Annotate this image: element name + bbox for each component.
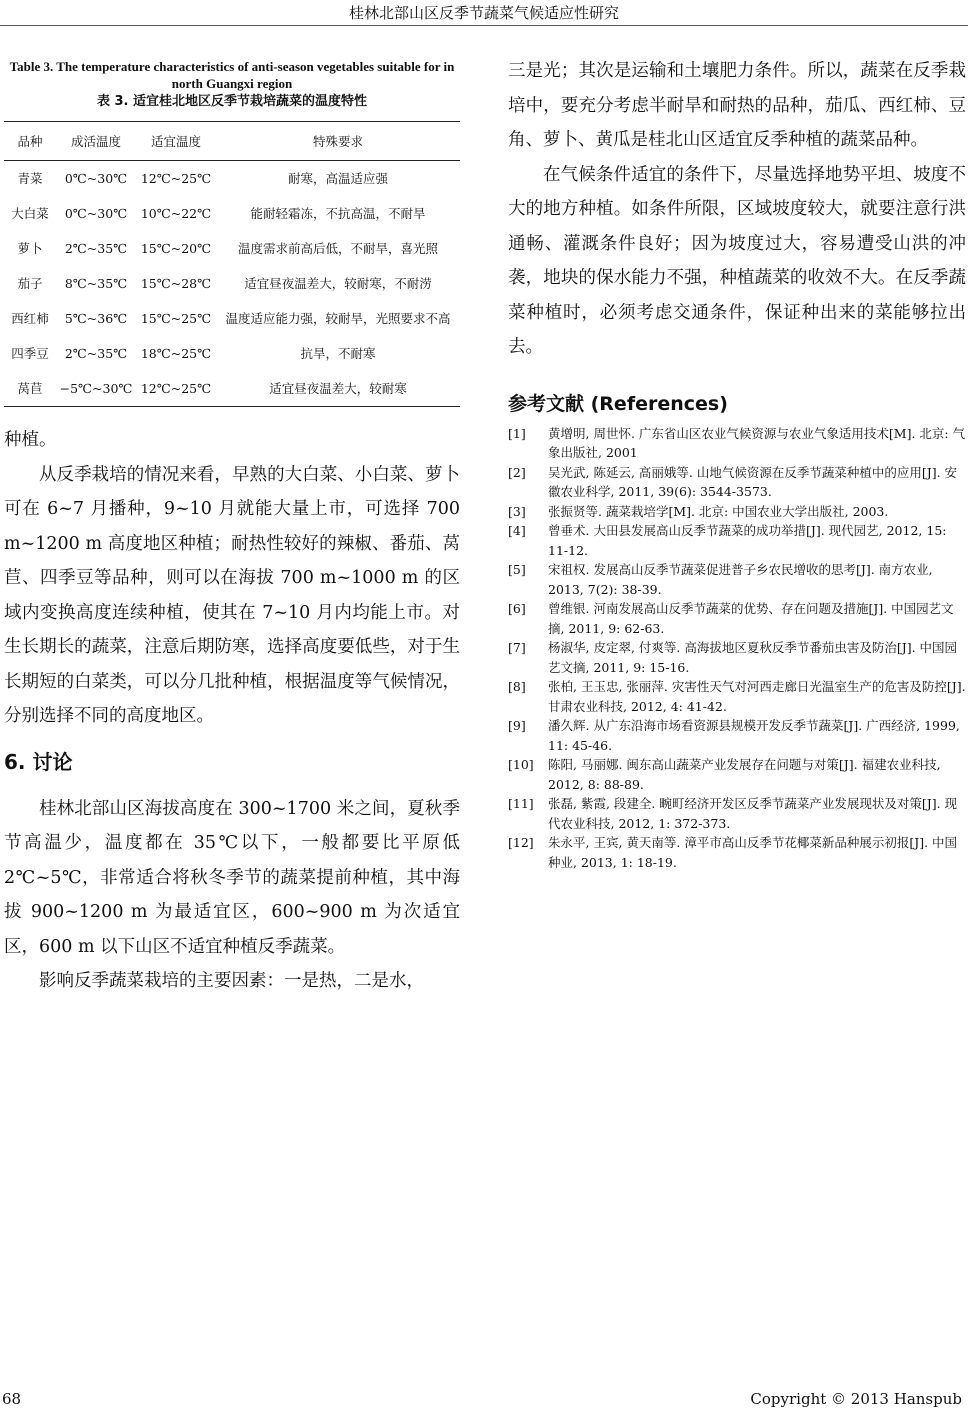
copyright-notice: Copyright © 2013 Hanspub: [750, 1390, 962, 1408]
table-cell: 15℃~28℃: [140, 275, 212, 291]
table-cell: 莴苣: [17, 380, 43, 396]
table-cell: 青菜: [17, 170, 43, 186]
reference-item: [508, 638, 966, 677]
table-cell: 耐寒，高温适应强: [287, 170, 388, 186]
table-caption-zh: 表 3. 适宜桂北地区反季节栽培蔬菜的温度特性: [96, 94, 368, 109]
table-row: [4, 336, 460, 371]
table-caption-en: Table 3. The temperature characteristics of anti-season vegetables suitable for in north Guangxi region: [9, 59, 455, 91]
table-cell: 萝卜: [17, 240, 43, 256]
reference-text: 宋祖权. 发展高山反季节蔬菜促进普子乡农民增收的思考[J]. 南方农业, 2013, 7(2): 38-39.: [548, 562, 933, 597]
reference-number: [1]: [508, 425, 526, 441]
table-row: [4, 301, 460, 336]
reference-number: [10]: [508, 757, 534, 772]
right-body-text: [508, 54, 966, 365]
reference-text: 陈阳, 马丽娜. 闽东高山蔬菜产业发展存在问题与对策[J]. 福建农业科技, 2012, 8: 88-89.: [548, 757, 941, 792]
reference-number: [6]: [508, 601, 526, 616]
table-row: [4, 196, 460, 231]
reference-text: 黄增明, 周世怀. 广东省山区农业气候资源与农业气象适用技术[M]. 北京: 气象出版社, 2001: [548, 425, 966, 460]
running-head: 桂林北部山区反季节蔬菜气候适应性研究: [348, 4, 619, 22]
left-column: [4, 58, 460, 999]
reference-number: [5]: [508, 562, 526, 577]
table-cell: 0℃~30℃: [64, 170, 128, 186]
reference-item: [508, 521, 966, 560]
table-header-row: [4, 122, 460, 161]
reference-text: 潘久辉. 从广东沿海市场看资源县规模开发反季节蔬菜[J]. 广西经济, 1999, 11: 45-46.: [548, 718, 960, 753]
table-cell: 适宜昼夜温差大，较耐寒: [269, 380, 407, 396]
reference-text: 杨淑华, 皮定翠, 付爽等. 高海拔地区夏秋反季节番茄虫害及防治[J]. 中国园艺文摘, 2011, 9: 15-16.: [548, 640, 958, 675]
table-cell: 15℃~20℃: [140, 240, 212, 256]
table-cell: 温度需求前高后低，不耐旱，喜光照: [237, 240, 438, 256]
table-cell: 温度适应能力强，较耐旱，光照要求不高: [225, 310, 451, 326]
table-cell: 2℃~35℃: [64, 345, 128, 361]
paragraph: 影响反季蔬菜栽培的主要因素：一是热，二是水，: [39, 971, 424, 991]
reference-item: [508, 716, 966, 755]
section-heading: 6. 讨论: [4, 749, 73, 774]
reference-number: [11]: [508, 796, 534, 811]
reference-item: [508, 794, 966, 833]
table-header-cell: 品种: [17, 134, 43, 149]
table-cell: 5℃~36℃: [64, 310, 128, 326]
table-header-cell: 成活温度: [70, 134, 121, 149]
table-cell: 12℃~25℃: [140, 170, 212, 186]
left-body-text: [4, 423, 460, 999]
reference-text: 曾维银. 河南发展高山反季节蔬菜的优势、存在问题及措施[J]. 中国园艺文摘, 2011, 9: 62-63.: [548, 601, 954, 636]
references-heading: 参考文献 (References): [508, 392, 728, 415]
paragraph: 种植。: [4, 430, 57, 450]
reference-number: [9]: [508, 718, 526, 733]
reference-text: 张磊, 紫霞, 段建全. 畹町经济开发区反季节蔬菜产业发展现状及对策[J]. 现代农业科技, 2012, 1: 372-373.: [548, 796, 958, 831]
table-cell: 8℃~35℃: [64, 275, 128, 291]
header-rule: [0, 25, 968, 26]
table-cell: 15℃~25℃: [140, 310, 212, 326]
table-cell: 西红柿: [11, 310, 49, 326]
table-cell: 抗旱，不耐寒: [300, 345, 376, 361]
page-number: 68: [2, 1390, 22, 1408]
table-cell: 18℃~25℃: [140, 345, 212, 361]
paragraph: 桂林北部山区海拔高度在 300~1700 米之间，夏秋季节高温少，温度都在 35℃以下，一般都要比平原低 2℃~5℃，非常适合将秋冬季节的蔬菜提前种植，其中海拔 900~1200 m 为最适宜区，600~900 m 为次适宜区，600 m 以下山区不适宜种植反季蔬菜。: [4, 798, 460, 957]
table-row: [4, 371, 460, 407]
paragraph: 从反季栽培的情况来看，早熟的大白菜、小白菜、萝卜可在 6~7 月播种，9~10 月就能大量上市，可选择 700 m~1200 m 高度地区种植；耐热性较好的辣椒、番茄、莴苣、四季豆等品种，则可以在海拔 700 m~1000 m 的区域内变换高度连续种植，使其在 7~10 月内均能上市。对生长期长的蔬菜，注意后期防寒，选择高度要低些，对于生长期短的白菜类，可以分几批种植，根据温度等气候情况，分别选择不同的高度地区。: [4, 464, 460, 726]
table-cell: 2℃~35℃: [64, 240, 128, 256]
references-list: [508, 424, 966, 873]
reference-text: 曾垂术. 大田县发展高山反季节蔬菜的成功举措[J]. 现代园艺, 2012, 15: 11-12.: [548, 523, 947, 558]
paragraph: 在气候条件适宜的条件下，尽量选择地势平坦、坡度不大的地方种植。如条件所限，区域坡度较大，就要注意行洪通畅、灌溉条件良好；因为坡度过大，容易遭受山洪的冲袭，地块的保水能力不强，种植蔬菜的收效不大。在反季蔬菜种植时，必须考虑交通条件，保证种出来的菜能够拉出去。: [508, 164, 966, 357]
paragraph: 三是光；其次是运输和土壤肥力条件。所以，蔬菜在反季栽培中，要充分考虑半耐旱和耐热的品种，茄瓜、西红柿、豆角、萝卜、黄瓜是桂北山区适宜反季种植的蔬菜品种。: [508, 61, 966, 150]
reference-item: [508, 599, 966, 638]
reference-number: [7]: [508, 640, 526, 655]
reference-number: [3]: [508, 503, 526, 519]
reference-item: [508, 502, 966, 522]
reference-item: [508, 677, 966, 716]
table-cell: 适宜昼夜温差大，较耐寒，不耐涝: [244, 275, 432, 291]
reference-number: [8]: [508, 679, 526, 694]
reference-number: [12]: [508, 835, 534, 850]
table-cell: 茄子: [17, 275, 43, 291]
temperature-table: [4, 121, 460, 407]
table-row: [4, 231, 460, 266]
table-cell: 大白菜: [11, 205, 49, 221]
table-cell: 能耐轻霜冻，不抗高温，不耐旱: [250, 205, 426, 221]
table-header-cell: 特殊要求: [312, 134, 363, 149]
reference-text: 吴光武, 陈延云, 高丽娥等. 山地气候资源在反季节蔬菜种植中的应用[J]. 安徽农业科学, 2011, 39(6): 3544-3573.: [548, 464, 958, 499]
table-cell: 四季豆: [11, 345, 49, 361]
reference-item: [508, 560, 966, 599]
reference-item: [508, 424, 966, 463]
table-row: [4, 161, 460, 197]
table-cell: 10℃~22℃: [140, 205, 212, 221]
right-column: [508, 58, 966, 872]
table-cell: 12℃~25℃: [140, 380, 212, 396]
table-cell: 0℃~30℃: [64, 205, 128, 221]
reference-number: [2]: [508, 464, 526, 480]
table-row: [4, 266, 460, 301]
table-header-cell: 适宜温度: [150, 134, 201, 149]
reference-item: [508, 833, 966, 872]
reference-number: [4]: [508, 523, 526, 538]
table-cell: −5℃~30℃: [59, 380, 133, 396]
reference-text: 张柏, 王玉忠, 张丽萍. 灾害性天气对河西走廊日光温室生产的危害及防控[J]. 甘肃农业科技, 2012, 4: 41-42.: [548, 679, 966, 714]
reference-text: 朱永平, 王宾, 黄天南等. 漳平市高山反季节花椰菜新品种展示初报[J]. 中国种业, 2013, 1: 18-19.: [548, 835, 958, 870]
reference-item: [508, 755, 966, 794]
reference-item: [508, 463, 966, 502]
reference-text: 张振贤等. 蔬菜栽培学[M]. 北京: 中国农业大学出版社, 2003.: [548, 503, 889, 519]
